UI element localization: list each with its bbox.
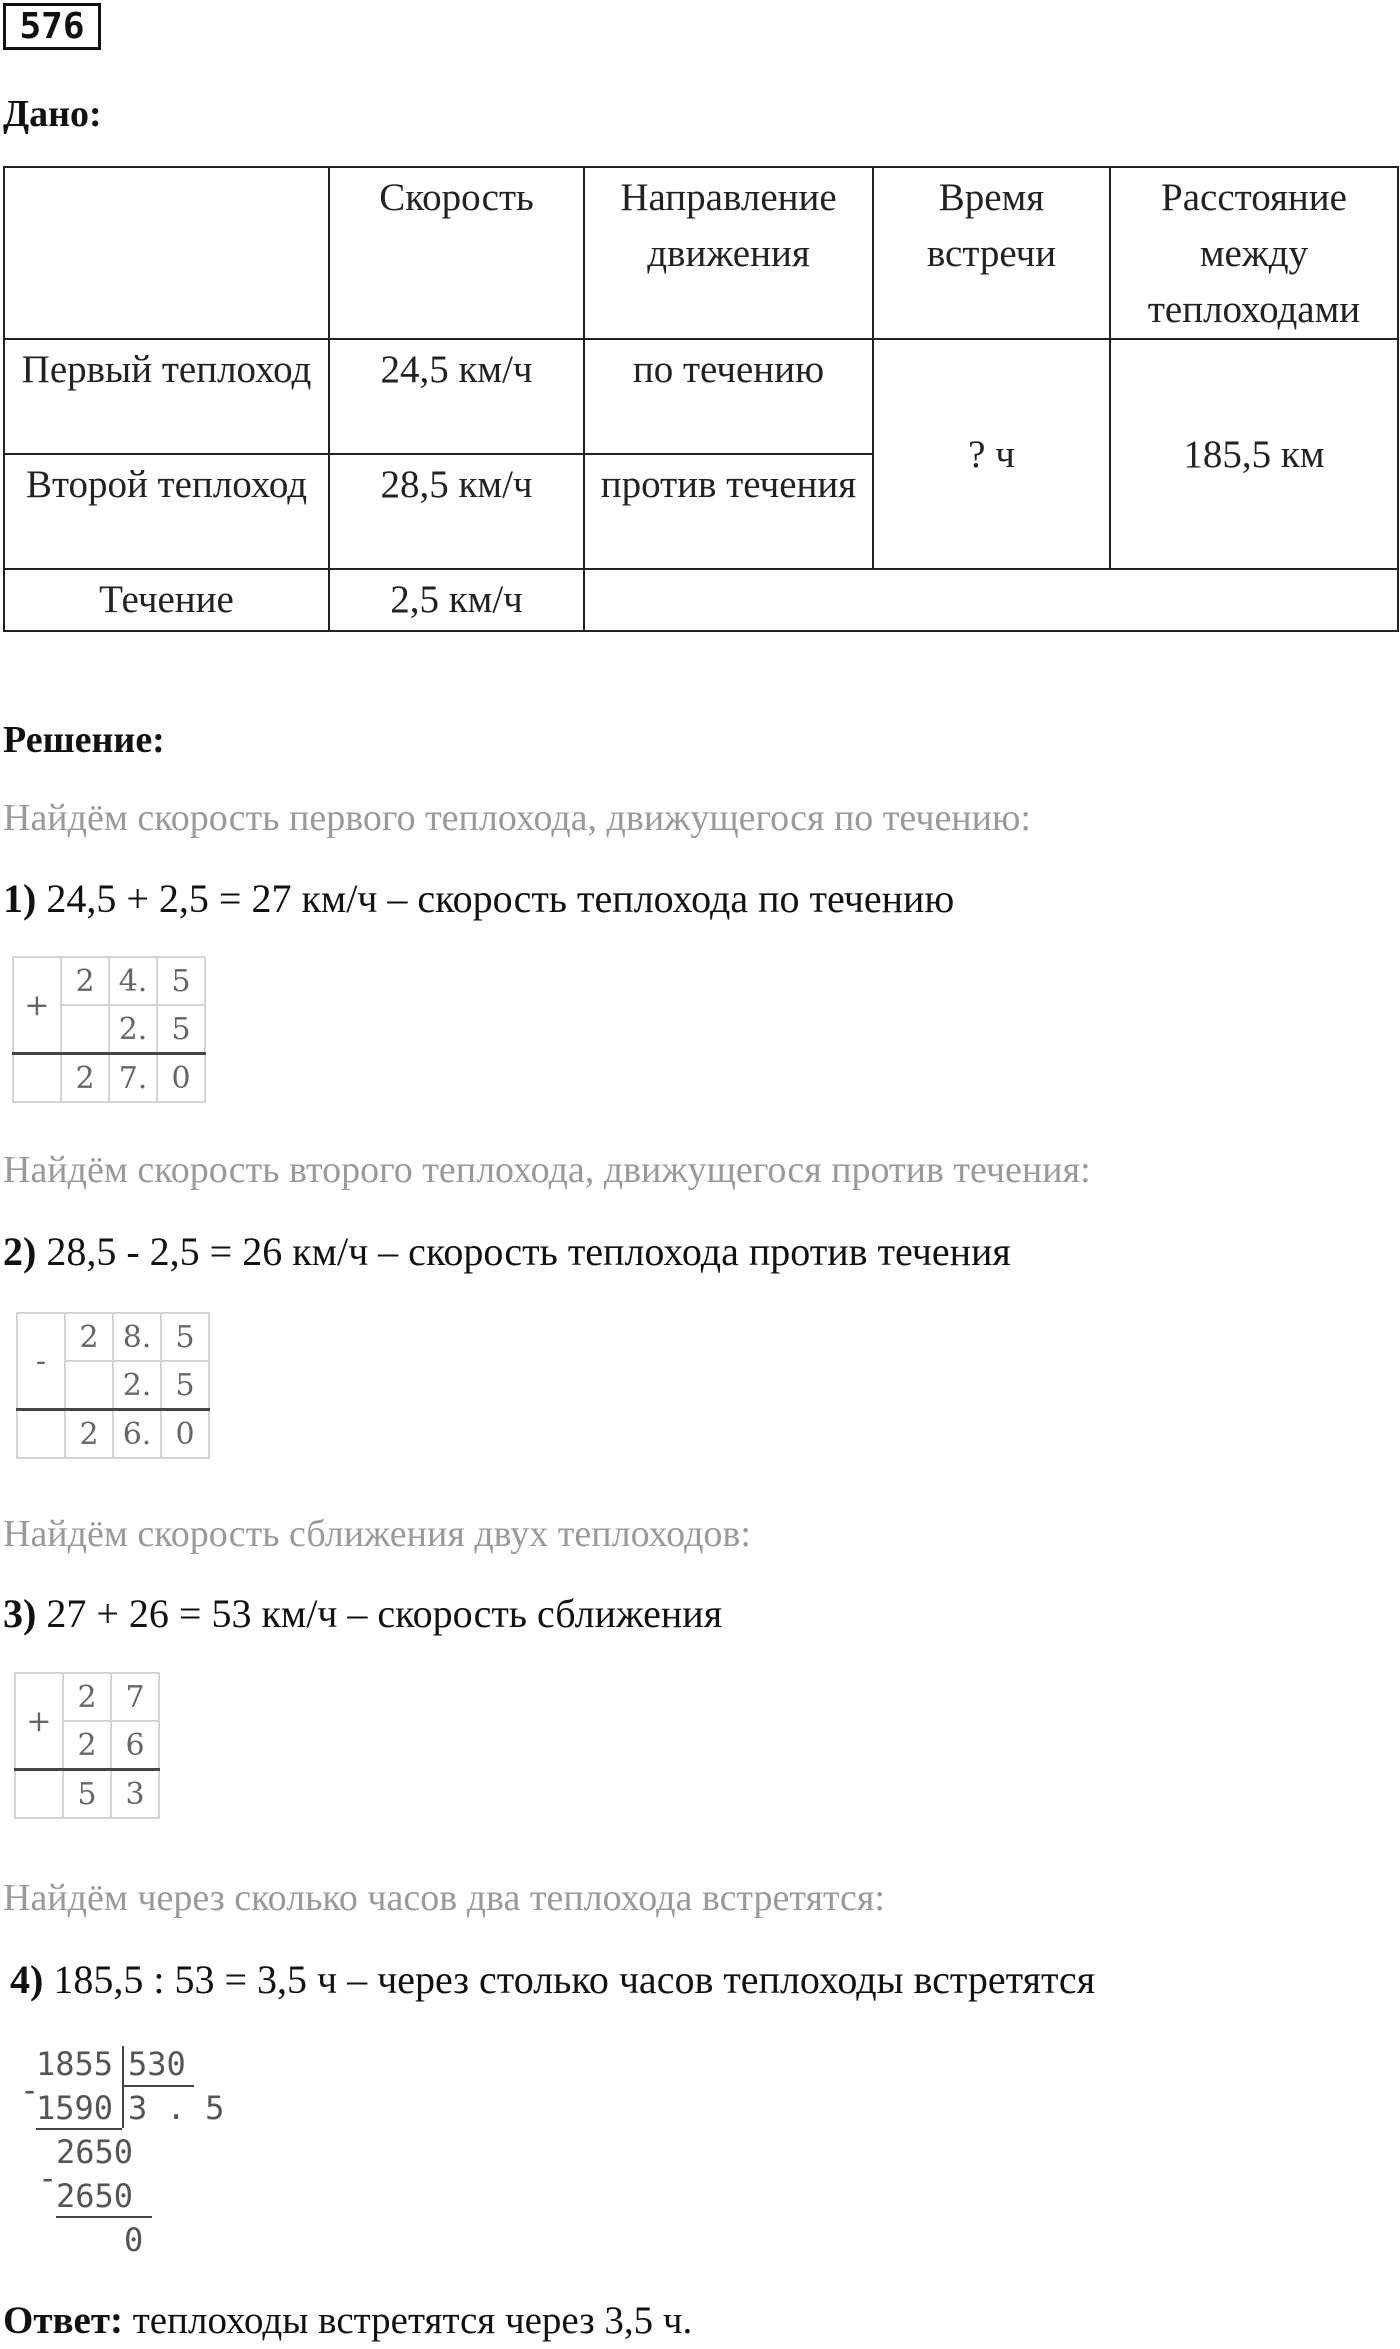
answer-label: Ответ: [3,2299,124,2342]
step-number: 1) [3,876,37,921]
table-header-row [4,167,1398,339]
header-distance: Расстояние между теплоходами [1110,167,1398,339]
digit-cell [65,1361,113,1410]
subtrahend: 2650 [56,2177,134,2215]
subtraction-grid [16,1312,210,1459]
row-name: Течение [4,569,329,631]
division-vertical-line [122,2046,124,2128]
digit-cell: 4. [109,957,157,1005]
solution-heading: Решение: [3,719,165,761]
answer-text: теплоходы встретятся через 3,5 ч. [123,2299,693,2342]
step-equation [10,1956,1095,2003]
final-remainder: 0 [124,2221,144,2259]
digit-cell [61,1005,109,1054]
answer [3,2298,692,2343]
digit-cell: 2. [113,1361,161,1410]
blank-cell [15,1770,63,1819]
minus-sign: - [38,2159,58,2197]
addition-grid [14,1672,160,1819]
digit-cell: 6 [111,1721,159,1770]
row-speed: 2,5 км/ч [329,569,584,631]
step-number: 3) [3,1591,37,1636]
digit-cell: 2 [65,1410,113,1459]
remainder: 2650 [56,2133,134,2171]
subtraction-line [36,2128,122,2130]
digit-cell: 5 [157,1005,205,1054]
given-table [3,166,1399,632]
digit-cell: 0 [157,1054,205,1103]
digit-cell: 2 [65,1313,113,1361]
subtrahend: 1590 [36,2089,114,2127]
step-text: 24,5 + 2,5 = 27 км/ч – скорость теплохода по течению [36,876,955,921]
divisor: 530 [128,2045,186,2083]
meeting-time: ? ч [873,339,1110,569]
step-hint: Найдём скорость второго теплохода, движущегося против течения: [3,1149,1091,1191]
step-text: 185,5 : 53 = 3,5 ч – через столько часов теплоходы встретятся [43,1957,1096,2002]
header-speed: Скорость [329,167,584,339]
row-speed: 24,5 км/ч [329,339,584,454]
step-text: 28,5 - 2,5 = 26 км/ч – скорость теплохода против течения [36,1229,1011,1274]
minus-sign: - [20,2071,40,2109]
row-speed: 28,5 км/ч [329,454,584,569]
table-row-current [4,569,1398,631]
problem-number: 576 [3,3,101,50]
digit-cell: 7. [109,1054,157,1103]
table-row-first-ship [4,339,1398,454]
distance: 185,5 км [1110,339,1398,569]
step-hint: Найдём скорость первого теплохода, движущегося по течению: [3,797,1031,839]
dividend: 1855 [36,2045,114,2083]
digit-cell: 3 [111,1770,159,1819]
row-direction [584,569,1398,631]
blank-cell [17,1410,65,1459]
digit-cell: 2 [61,957,109,1005]
header-time: Время встречи [873,167,1110,339]
step-hint: Найдём через сколько часов два теплохода встретятся: [3,1877,885,1919]
digit-cell: 2 [61,1054,109,1103]
operation-sign: + [13,957,61,1054]
given-heading: Дано: [3,93,102,135]
quotient: 3 . 5 [128,2089,225,2127]
digit-cell: 7 [111,1673,159,1721]
addition-grid [12,956,206,1103]
step-equation [3,1590,722,1637]
digit-cell: 5 [161,1313,209,1361]
header-direction: Направление движения [584,167,873,339]
digit-cell: 6. [113,1410,161,1459]
row-direction: по течению [584,339,873,454]
digit-cell: 5 [161,1361,209,1410]
digit-cell: 8. [113,1313,161,1361]
digit-cell: 5 [63,1770,111,1819]
division-horizontal-line [122,2085,194,2087]
row-name: Первый теплоход [4,339,329,454]
blank-cell [13,1054,61,1103]
digit-cell: 2 [63,1721,111,1770]
subtraction-line [56,2216,152,2218]
digit-cell: 2 [63,1673,111,1721]
step-text: 27 + 26 = 53 км/ч – скорость сближения [36,1591,723,1636]
digit-cell: 5 [157,957,205,1005]
step-number: 2) [3,1229,37,1274]
row-name: Второй теплоход [4,454,329,569]
operation-sign: - [17,1313,65,1410]
step-equation [3,875,954,922]
header-empty [4,167,329,339]
step-hint: Найдём скорость сближения двух теплоходов: [3,1513,751,1555]
step-equation [3,1228,1011,1275]
row-direction: против течения [584,454,873,569]
digit-cell: 2. [109,1005,157,1054]
digit-cell: 0 [161,1410,209,1459]
step-number: 4) [10,1957,44,2002]
operation-sign: + [15,1673,63,1770]
